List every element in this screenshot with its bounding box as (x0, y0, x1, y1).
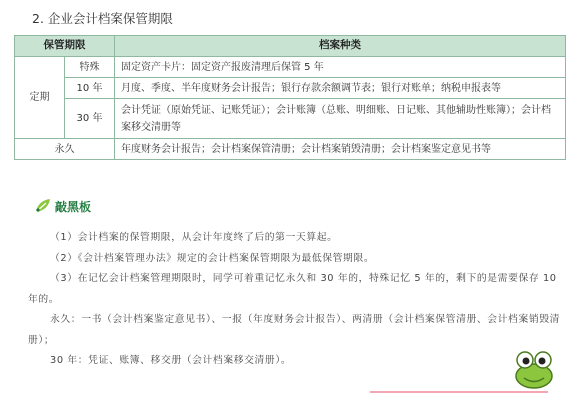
note-paragraph: （1）会计档案的保管期限，从会计年度终了后的第一天算起。 (50, 232, 338, 243)
table-row (15, 78, 566, 99)
table-row (15, 57, 566, 78)
tip-label: 敲黑板 (55, 199, 92, 214)
notes (28, 228, 562, 372)
group-label: 定期 (15, 57, 65, 139)
table-row (15, 139, 566, 160)
period-cell: 10 年 (65, 78, 115, 99)
content-cell: 固定资产卡片：固定资产报废清理后保管 5 年 (115, 57, 566, 78)
table-row (15, 99, 566, 139)
pencil-leaf-icon (34, 197, 52, 215)
content-cell: 月度、季度、半年度财务会计报告；银行存款余额调节表；银行对账单；纳税申报表等 (115, 78, 566, 99)
table-header-row (15, 36, 566, 57)
note-paragraph: （2）《会计档案管理办法》规定的会计档案保管期限为最低保管期限。 (50, 252, 375, 264)
frog-mascot-icon (512, 350, 556, 390)
note-paragraph: 永久：一书（会计档案鉴定意见书）、一报（年度财务会计报告）、两清册（会计档案保管清册、会计档案销毁清册）； (28, 314, 561, 346)
header-period: 保管期限 (15, 36, 115, 57)
tip-heading (34, 197, 91, 215)
header-type: 档案种类 (115, 36, 566, 57)
content-cell: 年度财务会计报告；会计档案保管清册；会计档案销毁清册；会计档案鉴定意见书等 (115, 139, 566, 160)
section-title: 2. 企业会计档案保管期限 (32, 11, 173, 26)
period-cell: 30 年 (65, 99, 115, 139)
period-cell: 特殊 (65, 57, 115, 78)
decorative-line (370, 391, 548, 393)
note-paragraph: （3）在记忆会计档案管理期限时，同学可着重记忆永久和 30 年的，特殊记忆 5 年的，剩下的是需要保存 10 年的。 (28, 273, 557, 305)
period-cell: 永久 (15, 139, 115, 160)
note-paragraph: 30 年：凭证、账簿、移交册（会计档案移交清册）。 (50, 355, 292, 366)
content-cell: 会计凭证（原始凭证、记账凭证）；会计账簿（总账、明细账、日记账、其他辅助性账簿）；会计档案移交清册等 (115, 99, 566, 139)
retention-table (14, 35, 566, 160)
